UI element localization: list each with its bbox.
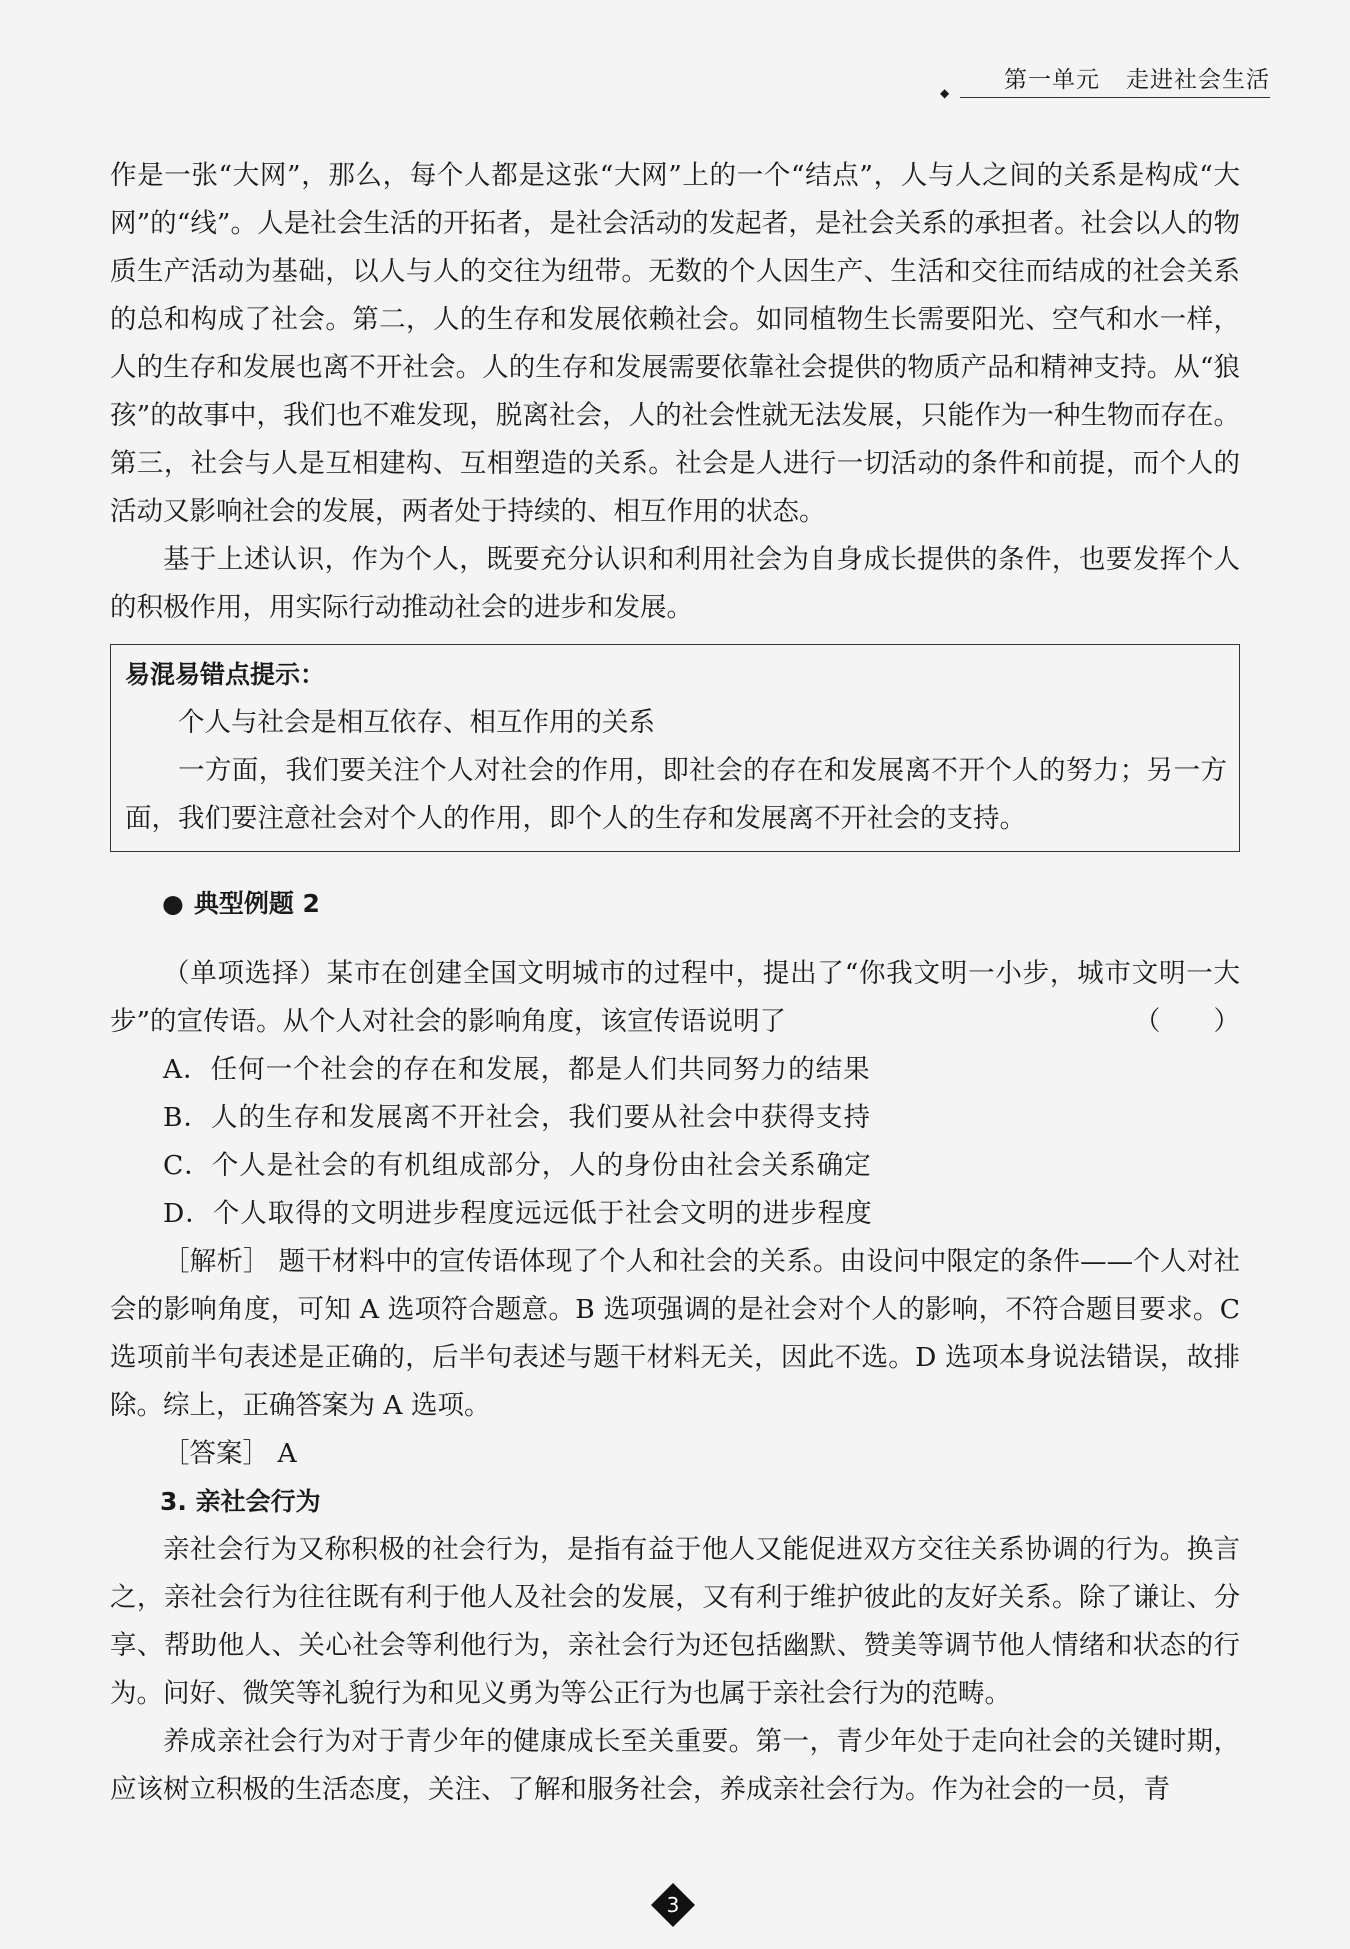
body-paragraph: 亲社会行为又称积极的社会行为，是指有益于他人又能促进双方交往关系协调的行为。换言之，亲社会行为往往既有利于他人及社会的发展，又有利于维护彼此的友好关系。除了谦让、分享、帮助他人、关心社会等利他行为，亲社会行为还包括幽默、赞美等调节他人情绪和状态的行为。问好、微笑等礼貌行为和见义勇为等公正行为也属于亲社会行为的范畴。 <box>110 1534 1240 1709</box>
section-title: 3. 亲社会行为 <box>160 1487 321 1516</box>
example-heading-text: 典型例题 2 <box>193 889 320 918</box>
body-paragraph: 养成亲社会行为对于青少年的健康成长至关重要。第一，青少年处于走向社会的关键时期，应该树立积极的生活态度，关注、了解和服务社会，养成亲社会行为。作为社会的一员，青 <box>110 1726 1240 1805</box>
header-diamond-icon: ◆ <box>940 86 951 100</box>
option-b: B．人的生存和发展离不开社会，我们要从社会中获得支持 <box>163 1102 871 1133</box>
body-paragraph: 作是一张“大网”，那么，每个人都是这张“大网”上的一个“结点”，人与人之间的关系是构成“大网”的“线”。人是社会生活的开拓者，是社会活动的发起者，是社会关系的承担者。社会以人的物质生产活动为基础，以人与人的交往为纽带。无数的个人因生产、生活和交往而结成的社会关系的总和构成了社会。第二，人的生存和发展依赖社会。如同植物生长需要阳光、空气和水一样，人的生存和发展也离不开社会。人的生存和发展需要依靠社会提供的物质产品和精神支持。从“狼孩”的故事中，我们也不难发现，脱离社会，人的社会性就无法发展，只能作为一种生物而存在。第三，社会与人是互相建构、互相塑造的关系。社会是人进行一切活动的条件和前提，而个人的活动又影响社会的发展，两者处于持续的、相互作用的状态。 <box>110 160 1240 527</box>
option-c: C．个人是社会的有机组成部分，人的身份由社会关系确定 <box>163 1150 872 1181</box>
tip-line: 一方面，我们要关注个人对社会的作用，即社会的存在和发展离不开个人的努力；另一方面，我们要注意社会对个人的作用，即个人的生存和发展离不开社会的支持。 <box>125 755 1227 834</box>
analysis-label: ［解析］ <box>163 1246 270 1277</box>
body-paragraph: 基于上述认识，作为个人，既要充分认识和利用社会为自身成长提供的条件，也要发挥个人的积极作用，用实际行动推动社会的进步和发展。 <box>110 544 1240 623</box>
example-heading <box>162 880 1240 928</box>
header-rule <box>960 97 1270 98</box>
option-d: D．个人取得的文明进步程度远远低于社会文明的进步程度 <box>163 1198 873 1229</box>
header-title: 走进社会生活 <box>1126 66 1270 93</box>
main-content <box>110 152 1240 1814</box>
page-number: 3 <box>666 1893 680 1917</box>
option-a: A．任何一个社会的存在和发展，都是人们共同努力的结果 <box>163 1054 871 1085</box>
header-unit: 第一单元 <box>1004 66 1100 93</box>
question-text: （单项选择）某市在创建全国文明城市的过程中，提出了“你我文明一小步，城市文明一大步”的宣传语。从个人对社会的影响角度，该宣传语说明了 <box>110 958 1240 1037</box>
analysis <box>110 1238 1240 1430</box>
running-header <box>940 60 1270 100</box>
answer <box>110 1430 1240 1478</box>
example-question <box>110 950 1240 1046</box>
bullet-icon: ● <box>162 889 184 918</box>
tip-title: 易混易错点提示： <box>125 660 326 689</box>
analysis-text: 题干材料中的宣传语体现了个人和社会的关系。由设问中限定的条件——个人对社会的影响角度，可知 A 选项符合题意。B 选项强调的是社会对个人的影响，不符合题目要求。C 选项前半句表述是正确的，后半句表述与题干材料无关，因此不选。D 选项本身说法错误，故排除。综上，正确答案为 A 选项。 <box>110 1246 1241 1421</box>
answer-label: ［答案］ <box>163 1438 269 1469</box>
answer-text: A <box>277 1438 297 1469</box>
tip-line: 个人与社会是相互依存、相互作用的关系 <box>178 707 655 738</box>
answer-blank: （ ） <box>1134 1006 1240 1037</box>
tip-box <box>110 644 1240 852</box>
